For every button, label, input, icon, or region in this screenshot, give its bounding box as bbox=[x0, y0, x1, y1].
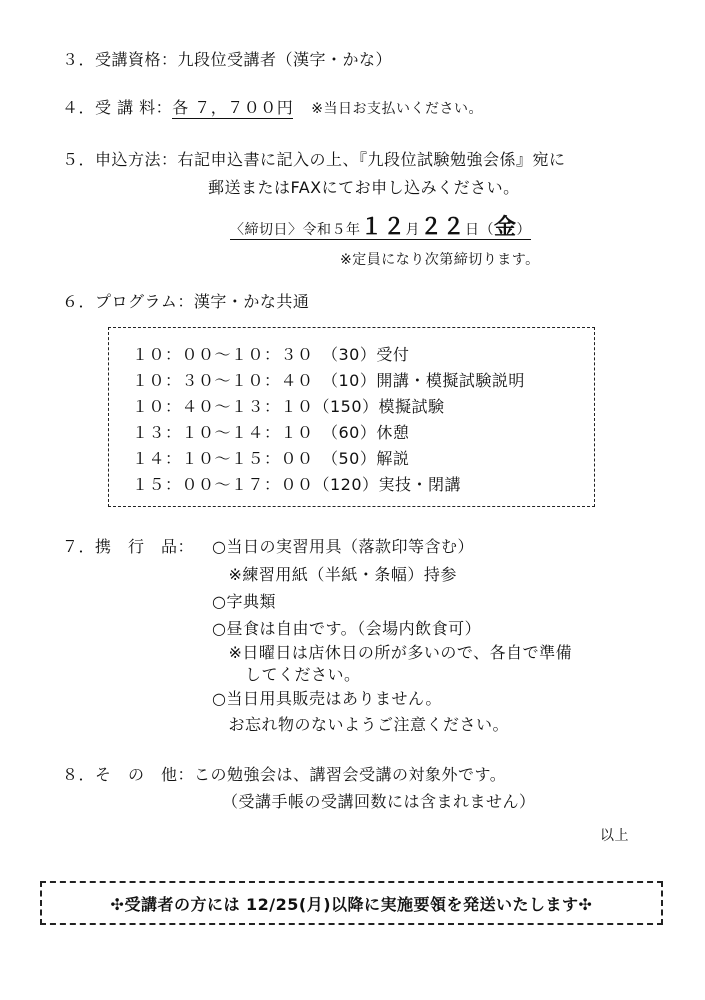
belongings-item: してください。 bbox=[212, 665, 361, 684]
deadline-row bbox=[230, 214, 531, 244]
other-row bbox=[62, 765, 506, 785]
program-item: １５：００～１７：００（120）実技・閉講 bbox=[132, 475, 462, 494]
closing-text: 以上 bbox=[600, 828, 629, 844]
deadline-weekday: 金 bbox=[494, 215, 517, 240]
apply-line2: 郵送またはFAXにてお申し込みください。 bbox=[208, 178, 520, 197]
deadline-prefix: 〈締切日〉令和５年 bbox=[230, 222, 361, 238]
belongings-item: お忘れ物のないようご注意ください。 bbox=[212, 715, 510, 734]
deadline-text bbox=[230, 215, 532, 240]
other-line2: （受講手帳の受講回数には含まれません） bbox=[222, 792, 536, 811]
deadline-close: ） bbox=[516, 222, 532, 238]
qualification-value: 九段位受講者（漢字・かな） bbox=[177, 50, 393, 69]
program-item: １４：１０～１５：００ （50）解説 bbox=[132, 449, 410, 468]
deadline-note: ※定員になり次第締切ります。 bbox=[340, 252, 540, 268]
program-label: ６．プログラム：漢字・かな共通 bbox=[62, 292, 310, 311]
fee-value: 各 ７，７００円 bbox=[172, 98, 294, 117]
apply-line1: 右記申込書に記入の上、『九段位試験勉強会係』宛に bbox=[177, 150, 566, 169]
fee-row bbox=[62, 98, 483, 119]
program-item: １３：１０～１４：１０ （60）休憩 bbox=[132, 423, 410, 442]
belongings-item: ※日曜日は店休日の所が多いので、各自で準備 bbox=[212, 643, 573, 662]
fee-note: ※当日お支払いください。 bbox=[311, 101, 484, 117]
program-item: １０：００～１０：３０ （30）受付 bbox=[132, 345, 410, 364]
belongings-item: ○昼食は自由です。（会場内飲食可） bbox=[212, 619, 482, 638]
belongings-item: ※練習用紙（半紙・条幅）持参 bbox=[212, 565, 457, 584]
notice-text: ✣受講者の方には 12/25(月)以降に実施要領を発送いたします✣ bbox=[110, 894, 593, 914]
other-label: ８．そ の 他： bbox=[62, 765, 195, 784]
belongings-item: ○字典類 bbox=[212, 592, 276, 611]
other-line1: この勉強会は、講習会受講の対象外です。 bbox=[194, 765, 507, 784]
belongings-item: ○当日用具販売はありません。 bbox=[212, 689, 442, 708]
belongings-label: ７．携 行 品： bbox=[62, 537, 195, 556]
deadline-day-unit: 日（ bbox=[465, 222, 495, 238]
program-item: １０：３０～１０：４０ （10）開講・模擬試験説明 bbox=[132, 371, 525, 390]
apply-row bbox=[62, 150, 566, 170]
deadline-month-unit: 月 bbox=[405, 222, 421, 238]
qualification-label: ３．受講資格： bbox=[62, 50, 178, 69]
qualification-row bbox=[62, 50, 392, 70]
deadline-month: １２ bbox=[360, 215, 406, 240]
belongings-item: ○当日の実習用具（落款印等含む） bbox=[212, 537, 474, 556]
deadline-day: ２２ bbox=[420, 215, 466, 240]
apply-label: ５．申込方法： bbox=[62, 150, 178, 169]
program-item: １０：４０～１３：１０（150）模擬試験 bbox=[132, 397, 445, 416]
notice-box bbox=[40, 881, 663, 925]
fee-label: ４．受 講 料： bbox=[62, 98, 173, 117]
